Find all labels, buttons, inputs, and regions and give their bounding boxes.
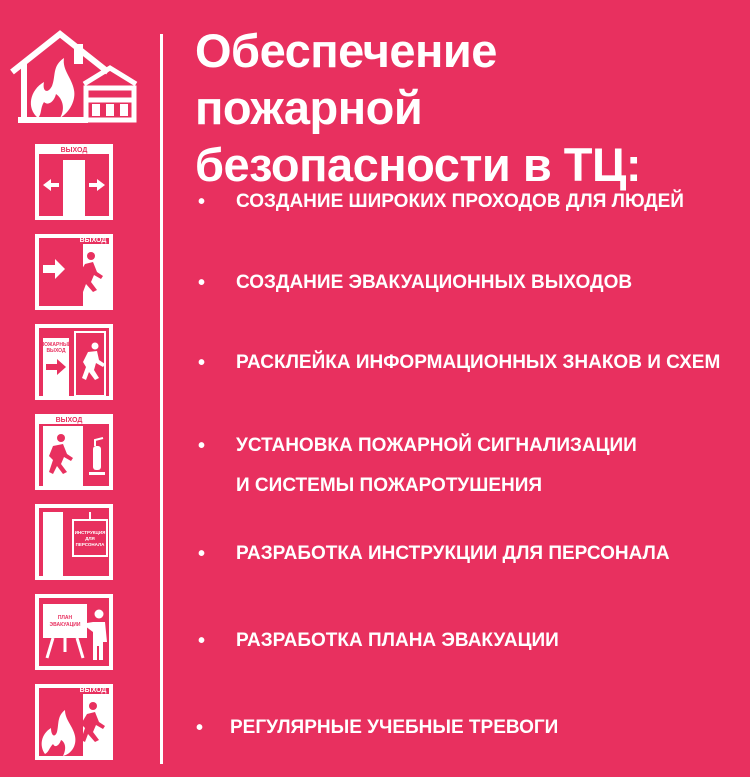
svg-text:ПЛАН: ПЛАН [57,615,73,621]
list-item [198,534,743,574]
svg-text:ПОЖАРНЫЙ: ПОЖАРНЫЙ [40,342,72,348]
list-item-text: СОЗДАНИЕ ШИРОКИХ ПРОХОДОВ ДЛЯ ЛЮДЕЙ [236,191,684,212]
svg-text:ИНСТРУКЦИЯ: ИНСТРУКЦИЯ [74,530,106,535]
list-item [196,708,741,748]
list-item-text: СОЗДАНИЕ ЭВАКУАЦИОННЫХ ВЫХОДОВ [236,272,633,293]
bullet: • [198,191,206,213]
list-item-text: УСТАНОВКА ПОЖАРНОЙ СИГНАЛИЗАЦИИ [236,435,637,456]
svg-text:ВЫХОД: ВЫХОД [46,348,66,354]
list-item-text: РАЗРАБОТКА ИНСТРУКЦИИ ДЛЯ ПЕРСОНАЛА [236,543,670,564]
list-item [198,343,743,383]
svg-text:ДЛЯ: ДЛЯ [85,536,95,541]
svg-text:ВЫХОД: ВЫХОД [60,147,88,154]
list-item-text: РАСКЛЕЙКА ИНФОРМАЦИОННЫХ ЗНАКОВ И СХЕМ [236,352,721,373]
list-item [198,426,743,506]
bullet: • [198,543,206,565]
list-item [198,621,743,661]
title-line-1: Обеспечение пожарной [195,24,497,134]
list-item-text: РЕГУЛЯРНЫЕ УЧЕБНЫЕ ТРЕВОГИ [230,717,559,738]
svg-text:ПЕРСОНАЛА: ПЕРСОНАЛА [75,542,105,547]
bullet: • [198,630,206,652]
svg-text:ЭВАКУАЦИИ: ЭВАКУАЦИИ [49,622,81,628]
bullet: • [198,352,206,374]
bullet: • [198,435,206,457]
list-item-text: РАЗРАБОТКА ПЛАНА ЭВАКУАЦИИ [236,630,559,651]
list-item-text: И СИСТЕМЫ ПОЖАРОТУШЕНИЯ [236,475,543,496]
title-line-2: безопасности в ТЦ: [195,138,641,191]
svg-text:ВЫХОД: ВЫХОД [55,417,83,424]
list-item [198,182,743,222]
bullet: • [196,717,204,739]
list-item [198,263,743,303]
bullet: • [198,272,206,294]
svg-text:ВЫХОД: ВЫХОД [79,687,107,694]
svg-text:ВЫХОД: ВЫХОД [79,237,107,244]
